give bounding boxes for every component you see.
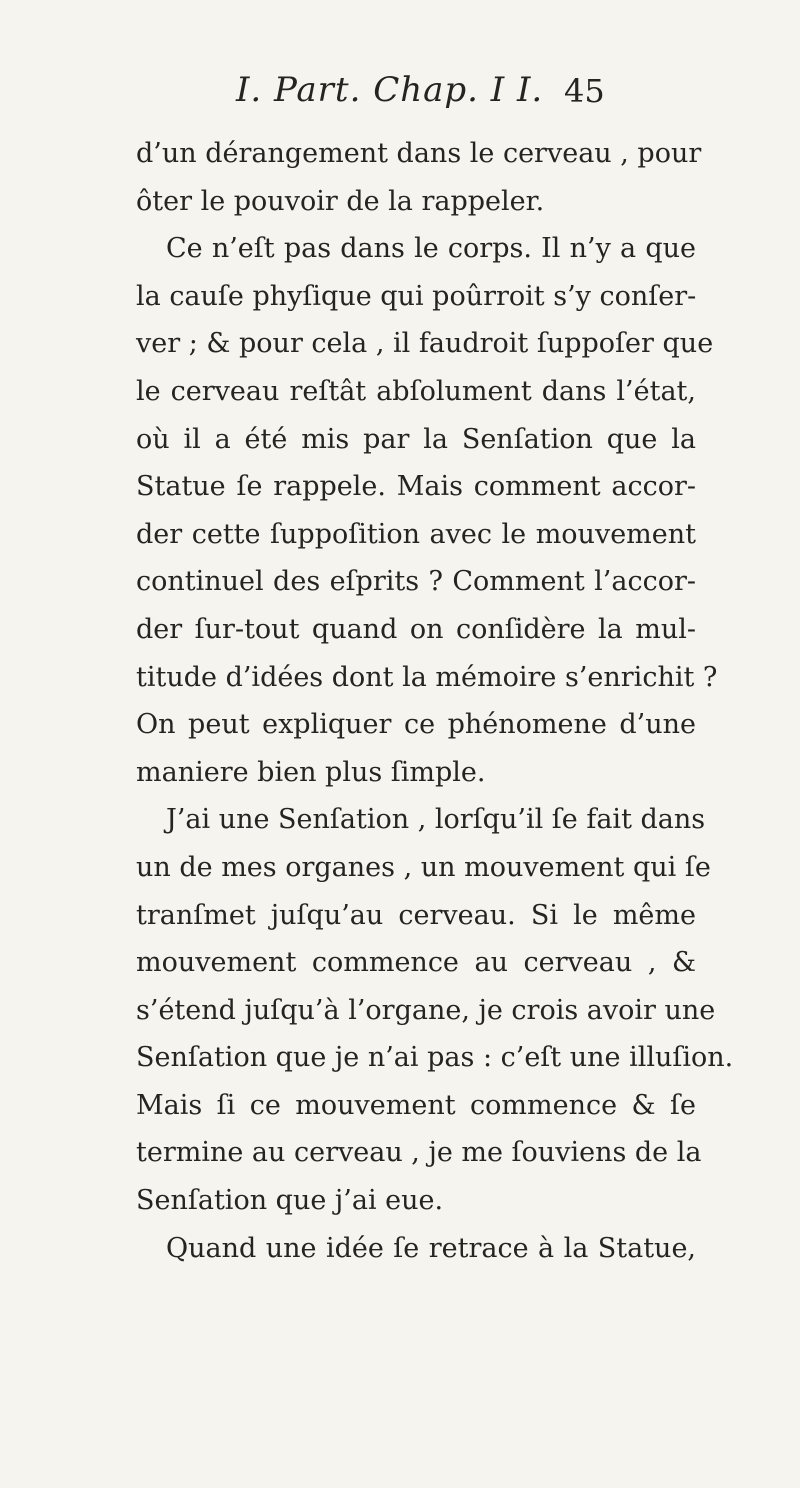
text-line: Statue ſe rappele. Mais comment accor- (136, 471, 696, 503)
body-text (136, 130, 734, 1272)
running-title: I. Part. Chap. I I. (236, 70, 544, 110)
text-line: maniere bien plus ſimple. (136, 756, 486, 788)
text-line: Mais ſi ce mouvement commence & ſe (136, 1089, 696, 1121)
text-line: titude d’idées dont la mémoire s’enrichit ? (136, 661, 718, 693)
text-line: le cerveau reſtât abſolument dans l’état, (136, 375, 696, 407)
text-line: où il a été mis par la Senſation que la (136, 423, 696, 455)
text-line: ôter le pouvoir de la rappeler. (136, 185, 545, 217)
text-line: tranſmet juſqu’au cerveau. Si le même (136, 899, 696, 931)
text-line: d’un dérangement dans le cerveau , pour (136, 138, 702, 169)
text-line: mouvement commence au cerveau , & (136, 947, 696, 979)
page-number: 45 (564, 72, 605, 110)
text-line: der cette ſuppoſition avec le mouvement (136, 518, 696, 550)
text-line: der ſur-tout quand on conſidère la mul- (136, 613, 696, 645)
running-head (0, 70, 800, 110)
text-line: la cauſe phyſique qui poûrroit s’y conſer- (136, 280, 697, 312)
text-line: Senſation que je n’ai pas : c’eſt une illuſion. (136, 1042, 734, 1074)
text-line: un de mes organes , un mouvement qui ſe (136, 851, 711, 883)
text-line: J’ai une Senſation , lorſqu’il ſe fait dans (166, 804, 706, 836)
text-line: Senſation que j’ai eue. (136, 1185, 444, 1217)
text-line: On peut expliquer ce phénomene d’une (136, 709, 696, 741)
text-line: s’étend juſqu’à l’organe, je crois avoir une (136, 994, 716, 1026)
text-line: continuel des eſprits ? Comment l’accor- (136, 566, 696, 598)
text-line: Quand une idée ſe retrace à la Statue, (166, 1232, 696, 1264)
text-line: termine au cerveau , je me ſouviens de la (136, 1137, 702, 1169)
text-line: Ce n’eſt pas dans le corps. Il n’y a que (166, 233, 696, 265)
text-line: ver ; & pour cela , il faudroit ſuppoſer que (136, 328, 714, 360)
